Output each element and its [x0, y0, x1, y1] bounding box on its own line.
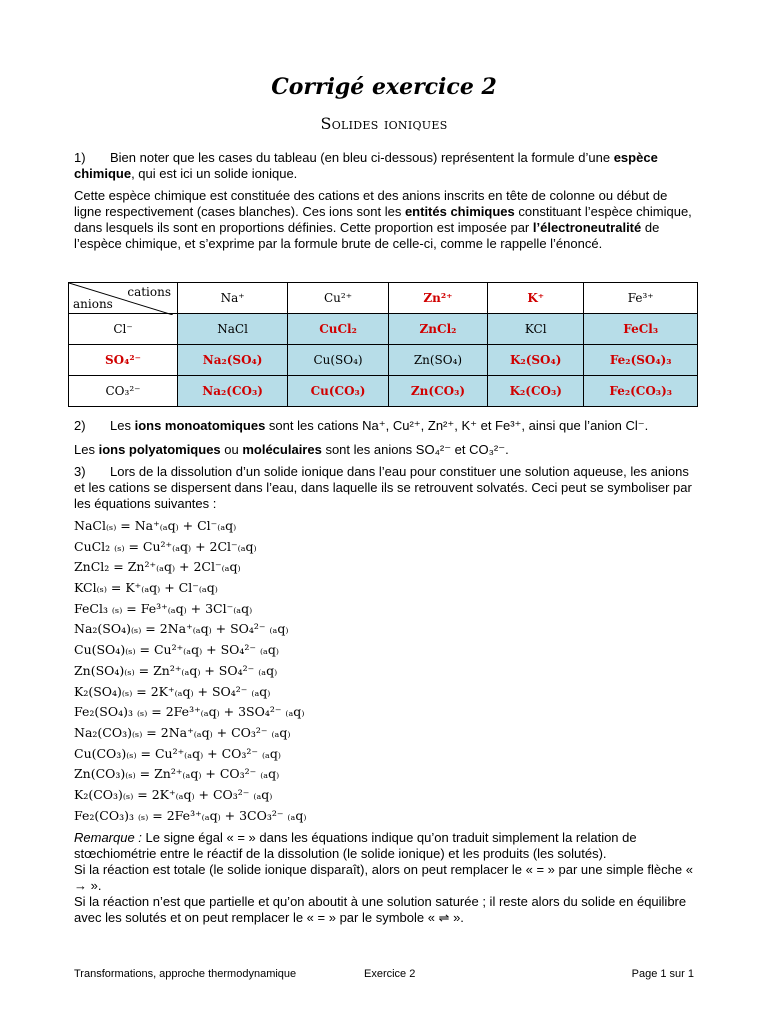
page-footer	[74, 968, 694, 984]
anion-header: Cl⁻	[69, 314, 178, 345]
dissolution-equation: Zn(CO₃)₍ₛ₎ = Zn²⁺₍ₐq₎ + CO₃²⁻ ₍ₐq₎	[74, 766, 280, 782]
formula-cell: Zn(CO₃)	[388, 376, 487, 407]
dissolution-equation: Na₂(CO₃)₍ₛ₎ = 2Na⁺₍ₐq₎ + CO₃²⁻ ₍ₐq₎	[74, 724, 291, 740]
paragraph-2-bold-2: l’électroneutralité	[532, 220, 642, 235]
table-row	[69, 314, 698, 345]
remark-label: Remarque :	[74, 830, 142, 845]
paragraph-2-text-e: de l’espèce chimique, et s’exprime par la formule brute de celle-ci, comme le rappelle l’énoncé.	[74, 220, 660, 251]
page-title: Corrigé exercice 2	[271, 74, 497, 100]
formula-cell: Na₂(CO₃)	[178, 376, 288, 407]
dissolution-equation: NaCl₍ₛ₎ = Na⁺₍ₐq₎ + Cl⁻₍ₐq₎	[74, 518, 237, 533]
paragraph-4-bold-2: moléculaires	[242, 442, 322, 457]
paragraph-2-text-a: Cette espèce chimique est constituée des cations et des anions inscrits en tête de colonne ou début de ligne respectivement (cases blanches). Ces ions sont les	[74, 188, 668, 219]
paragraph-3-text-a: Les	[110, 418, 135, 433]
formula-cell: FeCl₃	[584, 314, 698, 345]
ions-table	[68, 282, 698, 407]
formula-cell: CuCl₂	[288, 314, 389, 345]
cation-header: Fe³⁺	[584, 283, 698, 314]
table-corner-cell	[69, 283, 178, 314]
footer-left: Transformations, approche thermodynamique	[74, 968, 297, 980]
footer-center: Exercice 2	[364, 968, 416, 980]
paragraph-1-bold: espèce chimique	[74, 150, 658, 181]
paragraph-1-text-a: Bien noter que les cases du tableau (en bleu ci-dessous) représentent la formule d’une	[110, 150, 614, 165]
dissolution-equation: FeCl₃ ₍ₛ₎ = Fe³⁺₍ₐq₎ + 3Cl⁻₍ₐq₎	[74, 600, 253, 616]
corner-cations-label: cations	[127, 285, 171, 299]
formula-cell: Cu(SO₄)	[288, 345, 389, 376]
dissolution-equation: Cu(CO₃)₍ₛ₎ = Cu²⁺₍ₐq₎ + CO₃²⁻ ₍ₐq₎	[74, 745, 281, 761]
paragraph-5-text: Lors de la dissolution d’un solide ionique dans l’eau pour constituer une solution aqueuse, les anions et les cations se dispersent dans l’eau, dans laquelle ils se retrouvent solvatés. Ceci peut se symboliser par les équations suivantes :	[74, 464, 692, 511]
paragraph-3-number: 2)	[74, 418, 86, 433]
remark-paragraph	[74, 830, 694, 926]
dissolution-equation: CuCl₂ ₍ₛ₎ = Cu²⁺₍ₐq₎ + 2Cl⁻₍ₐq₎	[74, 538, 257, 554]
dissolution-equation: Cu(SO₄)₍ₛ₎ = Cu²⁺₍ₐq₎ + SO₄²⁻ ₍ₐq₎	[74, 642, 279, 658]
cation-header: K⁺	[488, 283, 584, 314]
table-row	[69, 376, 698, 407]
paragraph-4-bold-1: ions polyatomiques	[98, 442, 221, 457]
formula-cell: NaCl	[178, 314, 288, 345]
paragraph-5	[74, 464, 694, 512]
formula-cell: K₂(SO₄)	[488, 345, 584, 376]
paragraph-2-bold-1: entités chimiques	[404, 204, 515, 219]
cation-header: Zn²⁺	[388, 283, 487, 314]
paragraph-4-text-c: ou	[220, 442, 243, 457]
footer-right: Page 1 sur 1	[631, 968, 694, 980]
paragraph-1	[74, 150, 694, 182]
paragraph-4	[74, 442, 694, 458]
remark-line-1	[74, 830, 694, 862]
dissolution-equation: Fe₂(CO₃)₃ ₍ₛ₎ = 2Fe³⁺₍ₐq₎ + 3CO₃²⁻ ₍ₐq₎	[74, 807, 307, 823]
page-subtitle: Solides ioniques	[320, 114, 448, 133]
dissolution-equation: Na₂(SO₄)₍ₛ₎ = 2Na⁺₍ₐq₎ + SO₄²⁻ ₍ₐq₎	[74, 621, 289, 637]
anion-header: CO₃²⁻	[69, 376, 178, 407]
paragraph-3	[74, 418, 694, 434]
dissolution-equation: Fe₂(SO₄)₃ ₍ₛ₎ = 2Fe³⁺₍ₐq₎ + 3SO₄²⁻ ₍ₐq₎	[74, 704, 305, 720]
equations-list	[74, 516, 474, 826]
formula-cell: Fe₂(SO₄)₃	[584, 345, 698, 376]
formula-cell: K₂(CO₃)	[488, 376, 584, 407]
paragraph-5-number: 3)	[74, 464, 86, 479]
cation-header: Cu²⁺	[288, 283, 389, 314]
corner-anions-label: anions	[73, 297, 113, 311]
remark-text-1: Le signe égal « = » dans les équations indique qu’on traduit simplement la relation de stœchiométrie entre le réactif de la dissolution (le solide ionique) et les produits (les solutés).	[74, 830, 637, 861]
table-row	[69, 345, 698, 376]
paragraph-1-text-c: , qui est ici un solide ionique.	[131, 166, 298, 181]
formula-cell: KCl	[488, 314, 584, 345]
remark-line-2: Si la réaction est totale (le solide ionique disparaît), alors on peut remplacer le « = » par une simple flèche « → ».	[74, 862, 693, 893]
dissolution-equation: ZnCl₂ = Zn²⁺₍ₐq₎ + 2Cl⁻₍ₐq₎	[74, 559, 241, 575]
dissolution-equation: KCl₍ₛ₎ = K⁺₍ₐq₎ + Cl⁻₍ₐq₎	[74, 580, 218, 596]
dissolution-equation: K₂(SO₄)₍ₛ₎ = 2K⁺₍ₐq₎ + SO₄²⁻ ₍ₐq₎	[74, 683, 271, 699]
paragraph-4-text-a: Les	[74, 442, 99, 457]
remark-line-3: Si la réaction n’est que partielle et qu’on aboutit à une solution saturée ; il reste alors du solide en équilibre avec les solutés et on peut remplacer le « = » par le symbole « ⇌ ».	[74, 894, 687, 925]
cation-header: Na⁺	[178, 283, 288, 314]
paragraph-2-text-c: constituant l’espèce chimique, dans lesquels ils sont en proportions définies. Cette proportion est imposée par	[74, 204, 692, 235]
formula-cell: Cu(CO₃)	[288, 376, 389, 407]
formula-cell: Zn(SO₄)	[388, 345, 487, 376]
anion-header: SO₄²⁻	[69, 345, 178, 376]
paragraph-4-text-e: sont les anions SO₄²⁻ et CO₃²⁻.	[321, 442, 509, 457]
formula-cell: Na₂(SO₄)	[178, 345, 288, 376]
paragraph-3-text-c: sont les cations Na⁺, Cu²⁺, Zn²⁺, K⁺ et Fe³⁺, ainsi que l’anion Cl⁻.	[265, 418, 649, 433]
dissolution-equation: Zn(SO₄)₍ₛ₎ = Zn²⁺₍ₐq₎ + SO₄²⁻ ₍ₐq₎	[74, 662, 278, 678]
paragraph-2	[74, 188, 694, 252]
table-header-row	[69, 283, 698, 314]
dissolution-equation: K₂(CO₃)₍ₛ₎ = 2K⁺₍ₐq₎ + CO₃²⁻ ₍ₐq₎	[74, 786, 273, 802]
paragraph-3-bold: ions monoatomiques	[134, 418, 266, 433]
formula-cell: ZnCl₂	[388, 314, 487, 345]
paragraph-1-number: 1)	[74, 150, 86, 165]
formula-cell: Fe₂(CO₃)₃	[584, 376, 698, 407]
